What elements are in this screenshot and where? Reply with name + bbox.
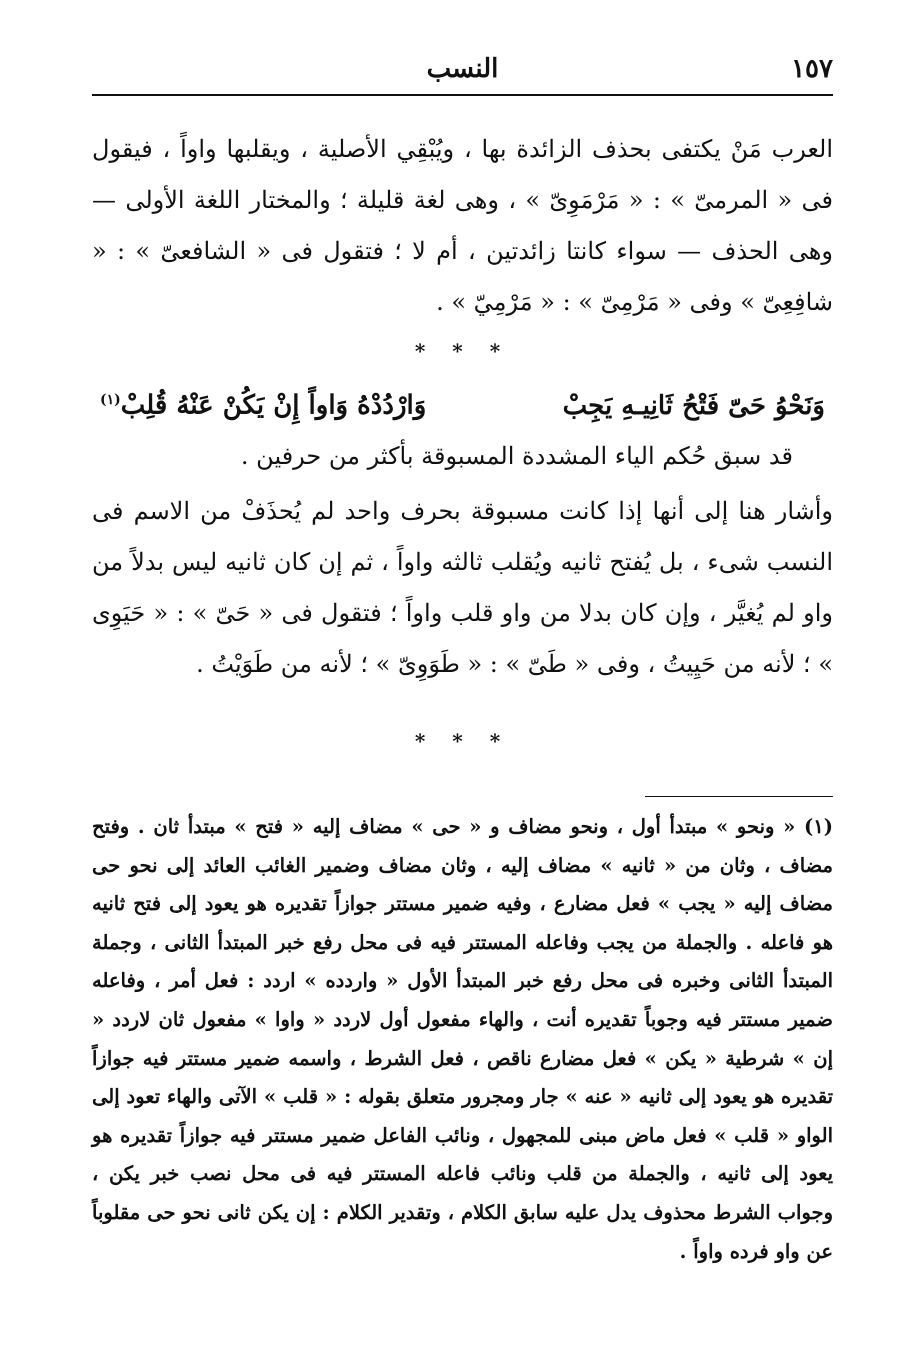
paragraph-1: العرب مَنْ يكتفى بحذف الزائدة بها ، ويُبْقِي الأصلية ، ويقلبها واواً ، فيقول فى « المرمىّ » : « مَرْمَوِىّ » ، وهى لغة قليلة ؛ والمختار اللغة الأولى — وهى الحذف — سواء كانتا زائدتين ، أم لا ؛ فتقول فى « الشافعىّ » : « شافِعِىّ » وفى « مَرْمِىّ » : « مَرْمِيّ » . — [92, 135, 833, 316]
chapter-title: النسب — [426, 54, 499, 84]
verse-first-hemistich: وَنَحْوُ حَىّ فَتْحُ ثَانِيـهِ يَجِبْ — [562, 390, 825, 421]
footnotes — [92, 808, 833, 1271]
verse-line — [92, 374, 833, 432]
section-separator-1: * * * — [414, 339, 511, 363]
page-number: ١٥٧ — [791, 54, 833, 84]
header-rule — [92, 94, 833, 96]
main-text — [92, 124, 833, 764]
paragraph-2: وأشار هنا إلى أنها إذا كانت مسبوقة بحرف واحد لم يُحذَفْ من الاسم فى النسب شىء ، بل يُفتح ثانيه ويُقلب ثالثه واواً ، ثم إن كان ثانيه ليس بدلاً من واو لم يُغيَّر ، وإن كان بدلا من واو قلب واواً ؛ فتقول فى « حَىّ » : « حَيَوِى » ؛ لأنه من حَيِيتُ ، وفى « طَىّ » : « طَوَوِىّ » ؛ لأنه من طَوَيْتُ . — [92, 496, 833, 678]
footnote-marker: (١) — [100, 392, 121, 408]
section-separator-2: * * * — [414, 728, 511, 753]
verse-second-hemistich-text: وَارْدُدْهُ وَاواً إِنْ يَكُنْ عَنْهُ قُلِبْ — [120, 390, 427, 421]
page-header — [92, 48, 833, 92]
footnote-rule — [645, 796, 833, 797]
footnote-1: (١) « ونحو » مبتدأ أول ، ونحو مضاف و « حى » مضاف إليه « فتح » مبتدأ ثان . وفتح مضاف ، وثان من « ثانيه » مضاف إليه ، وثان مضاف وضمير الغائب العائد إلى نحو حى مضاف إليه « يجب » فعل مضارع ، وفيه ضمير مستتر جوازاً تقديره هو يعود إلى فتح ثانيه هو فاعله . والجملة من يجب وفاعله المستتر فيه فى محل رفع خبر المبتدأ الثانى ، وجملة المبتدأ الثانى وخبره فى محل رفع خبر المبتدأ الأول « واردده » اردد : فعل أمر ، وفاعله ضمير مستتر فيه وجوباً تقديره أنت ، والهاء مفعول أول لاردد « واوا » مفعول ثان لاردد « إن » شرطية « يكن » فعل مضارع ناقص ، فعل الشرط ، واسمه ضمير مستتر فيه جوازاً تقديره هو يعود إلى ثانيه « عنه » جار ومجرور متعلق بقوله : « قلب » الآتى والهاء تعود إلى الواو « قلب » فعل ماض مبنى للمجهول ، ونائب الفاعل ضمير مستتر فيه جوازاً تقديره هو يعود إلى ثانيه ، والجملة من قلب ونائب فاعله المستتر فيه فى محل نصب خبر يكن ، وجواب الشرط محذوف يدل عليه سابق الكلام ، وتقدير الكلام : إن يكن ثانى نحو حى مقلوباً عن واو فرده واواً . — [92, 815, 833, 1263]
verse-commentary: قد سبق حُكم الياء المشددة المسبوقة بأكثر من حرفين . — [240, 441, 793, 470]
verse-second-hemistich — [100, 374, 426, 432]
